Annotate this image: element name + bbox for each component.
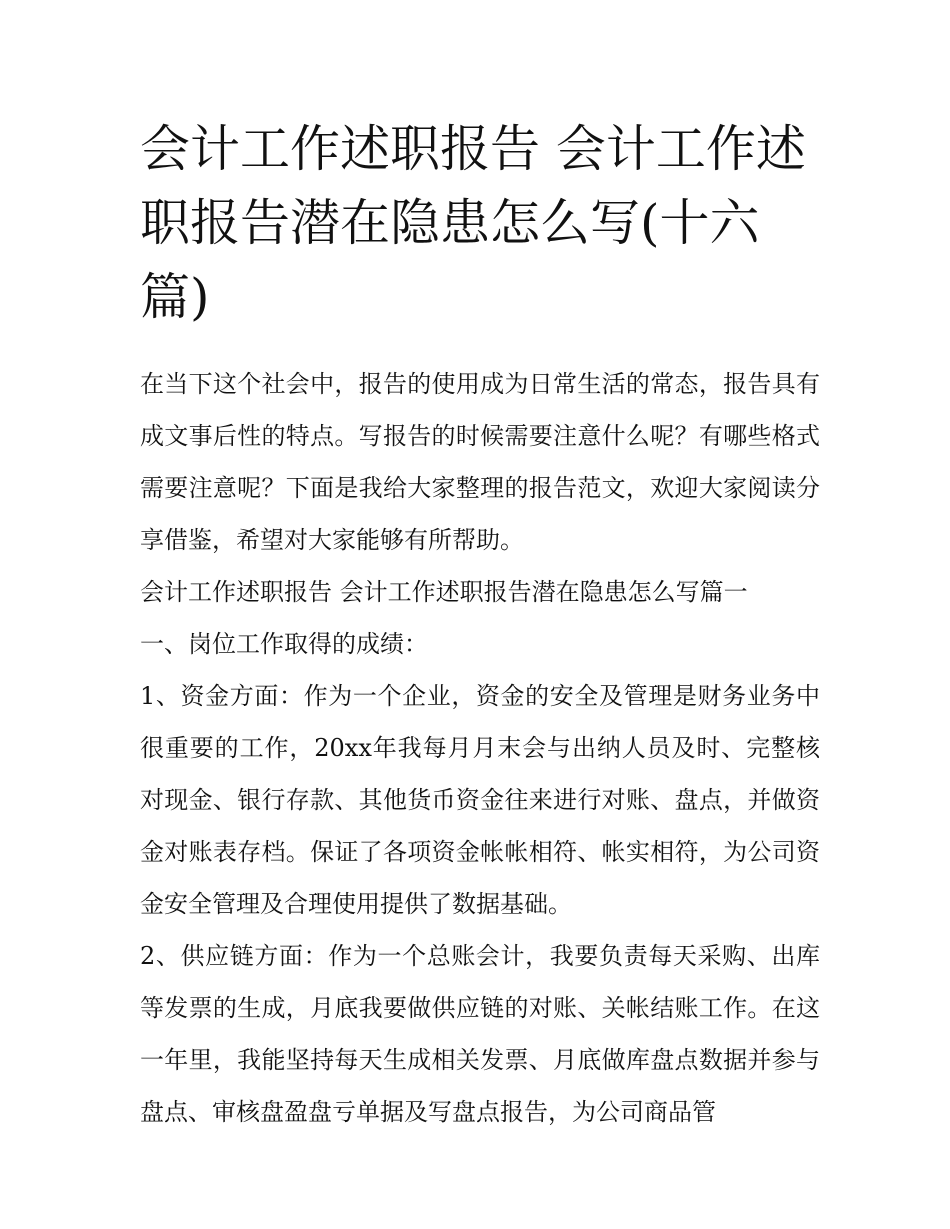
paragraph-item-2: 2、供应链方面：作为一个总账会计，我要负责每天采购、出库等发票的生成，月底我要做供应链的对账、关帐结账工作。在这一年里，我能坚持每天生成相关发票、月底做库盘点数据并参与盘点、审核盘盈盘亏单据及写盘点报告，为公司商品管 [140, 942, 820, 1126]
intro-paragraph: 在当下这个社会中，报告的使用成为日常生活的常态，报告具有成文事后性的特点。写报告的时候需要注意什么呢？有哪些格式需要注意呢？下面是我给大家整理的报告范文，欢迎大家阅读分享借鉴，希望对大家能够有所帮助。 [140, 370, 820, 554]
document-title: 会计工作述职报告 会计工作述职报告潜在隐患怎么写(十六篇) [140, 120, 806, 326]
subheading: 一、岗位工作取得的成绩： [140, 630, 428, 658]
document-body [140, 112, 820, 1138]
paragraph-item-1: 1、资金方面：作为一个企业，资金的安全及管理是财务业务中很重要的工作，20xx年我每月月末会与出纳人员及时、完整核对现金、银行存款、其他货币资金往来进行对账、盘点，并做资金对账表存档。保证了各项资金帐帐相符、帐实相符，为公司资金安全管理及合理使用提供了数据基础。 [140, 682, 820, 918]
section-heading: 会计工作述职报告 会计工作述职报告潜在隐患怎么写篇一 [140, 578, 748, 606]
